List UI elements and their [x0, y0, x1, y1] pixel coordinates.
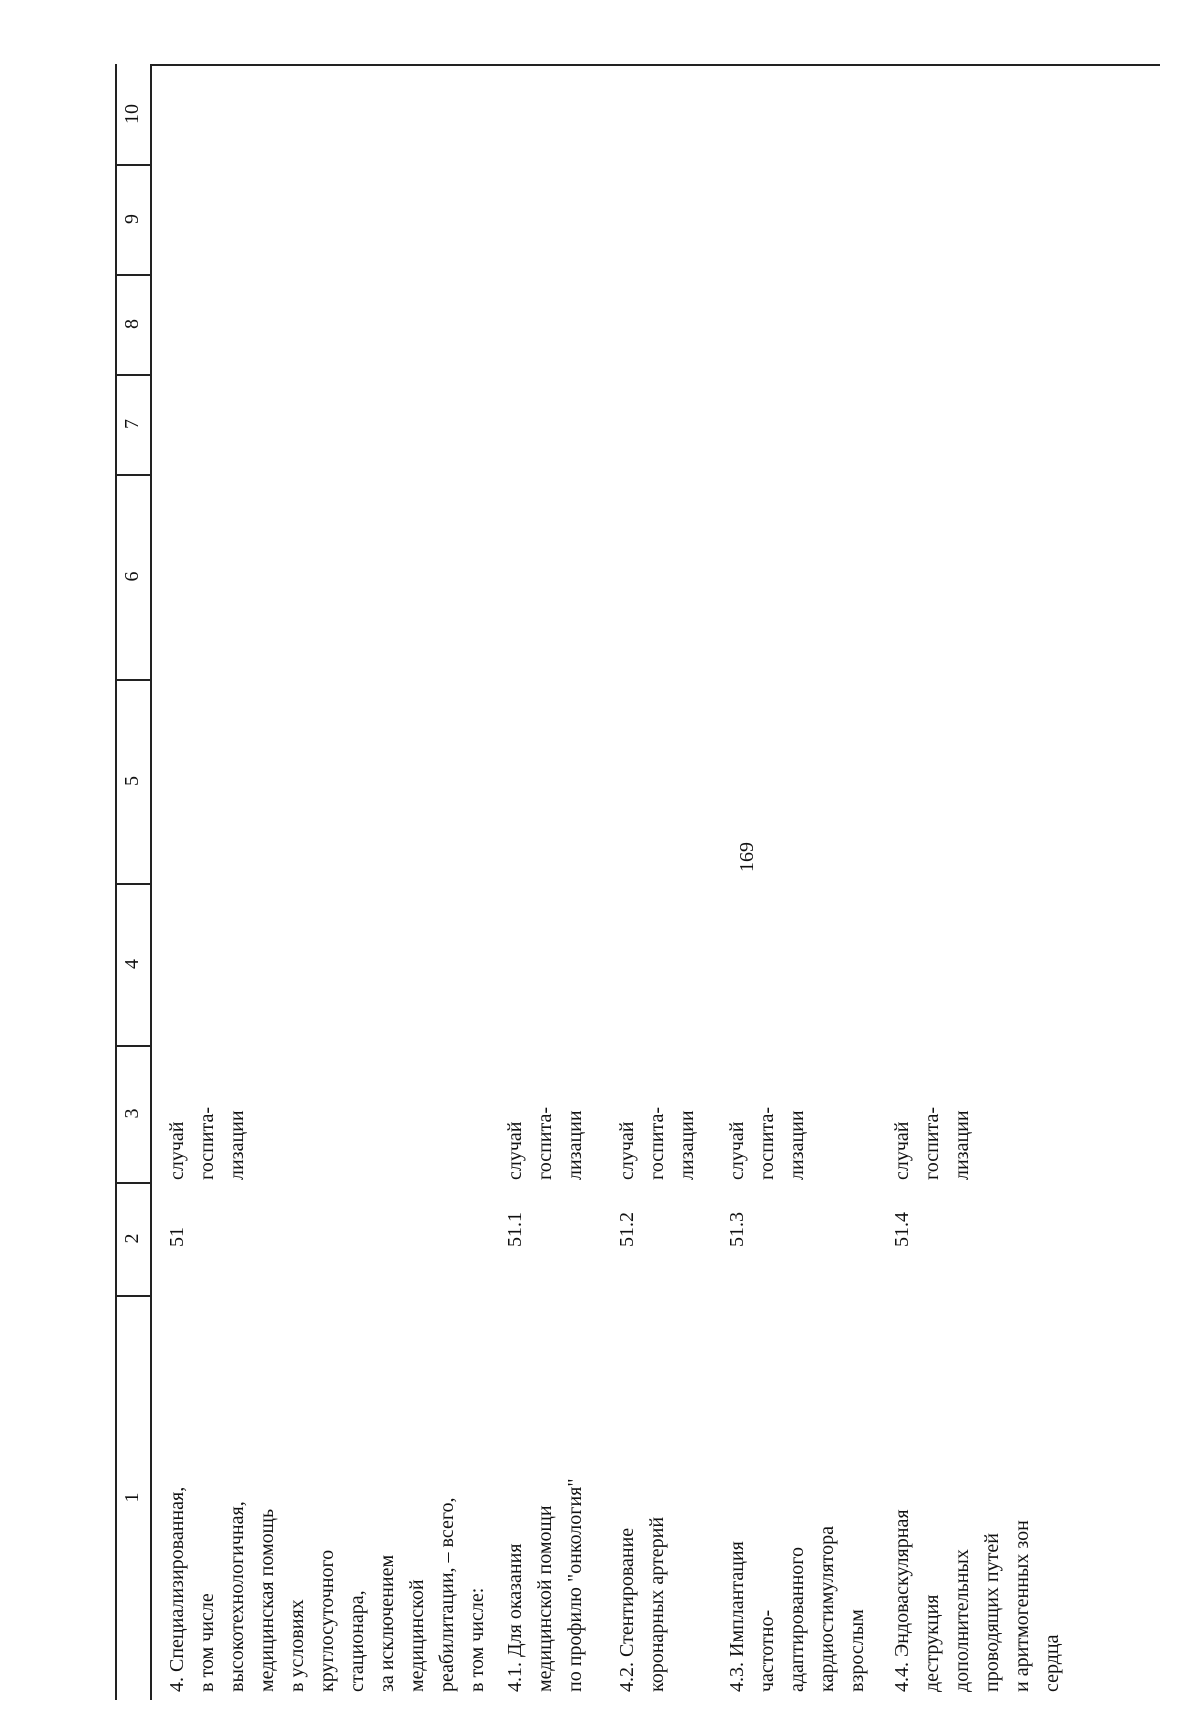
- column-header-6: 6: [121, 571, 143, 582]
- row-3-code: 51.2: [616, 1212, 638, 1247]
- row-1-unit: случай госпита- лизации: [166, 1106, 248, 1180]
- table-top-border: [150, 64, 1160, 66]
- column-header-5: 5: [121, 776, 143, 786]
- column-header-3: 3: [121, 1108, 143, 1119]
- column-header-9: 9: [121, 214, 143, 224]
- row-5-code: 51.4: [891, 1212, 913, 1247]
- column-header-7: 7: [121, 419, 143, 429]
- column-header-2: 2: [121, 1233, 143, 1244]
- row-2-unit: случай госпита- лизации: [504, 1106, 586, 1180]
- page-number: 169: [736, 842, 758, 872]
- row-1-code: 51: [166, 1227, 188, 1247]
- row-4-code: 51.3: [726, 1212, 748, 1247]
- row-3-name: 4.2. Стентирование коронарных артерий: [616, 1516, 668, 1692]
- column-header-10: 10: [121, 104, 143, 124]
- row-3-unit: случай госпита- лизации: [616, 1106, 698, 1180]
- row-5-unit: случай госпита- лизации: [891, 1106, 973, 1180]
- row-4-name: 4.3. Имплантация частотно- адаптированного кардиостимулятора взрослым: [726, 1525, 868, 1692]
- column-header-8: 8: [121, 319, 143, 329]
- row-4-unit: случай госпита- лизации: [726, 1106, 808, 1180]
- column-header-1: 1: [121, 1492, 143, 1503]
- row-2-code: 51.1: [504, 1212, 526, 1247]
- row-5-name: 4.4. Эндоваскулярная деструкция дополнительных проводящих путей и аритмогенных зон сердца: [891, 1509, 1063, 1692]
- header-border-right: [150, 64, 152, 1700]
- column-header-4: 4: [121, 959, 143, 969]
- row-2-name: 4.1. Для оказания медицинской помощи по профилю "онкология": [504, 1478, 586, 1692]
- row-1-name: 4. Специализированная, в том числе высокотехнологичная, медицинская помощь в условиях круглосуточного стационара, за исключением медицинской реабилитации, – всего, в том числе:: [166, 1486, 488, 1692]
